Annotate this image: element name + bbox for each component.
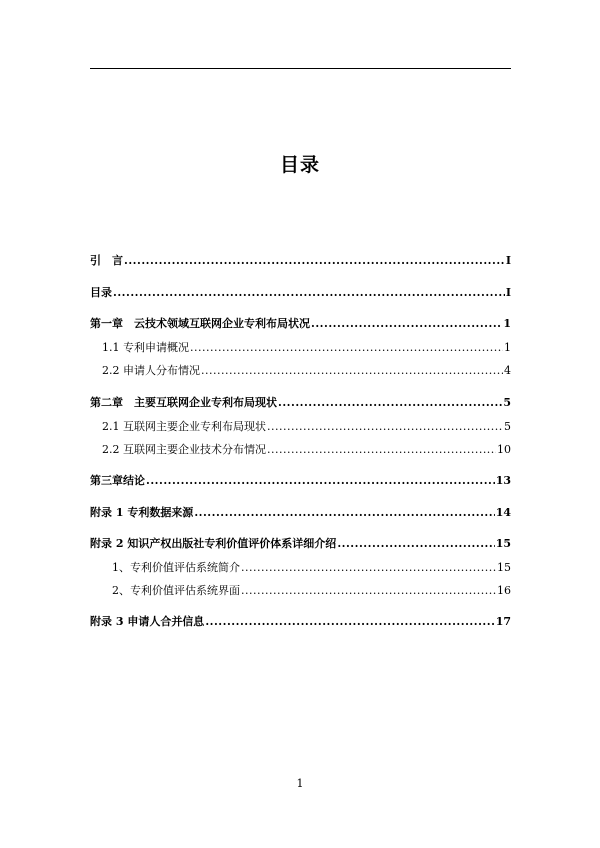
header-rule [90,68,511,69]
toc-entry-section-1-1[interactable] [102,341,511,355]
toc-title: 目录 [279,154,320,176]
toc-entry-page: I [505,254,511,267]
dot-leader [201,364,503,378]
toc-entry-page: 5 [503,396,511,409]
toc-entry-section-2-2-applicants[interactable] [102,364,511,378]
toc-entry-page: I [505,286,511,299]
toc-entry-chapter-2[interactable] [90,396,511,410]
toc-entry-page: 15 [495,537,511,550]
dot-leader [241,584,496,598]
toc-entry-label: 1、专利价值评估系统简介 [112,561,240,574]
dot-leader [146,474,495,488]
toc-entry-label: 附录 2 知识产权出版社专利价值评价体系详细介绍 [90,537,337,550]
page-number: 1 [296,777,304,790]
toc-entry-chapter-1[interactable] [90,317,511,331]
dot-leader [241,561,496,575]
toc-entry-page: 17 [495,615,511,628]
toc-entry-label: 第二章 主要互联网企业专利布局现状 [90,396,277,409]
toc-entry-label: 附录 1 专利数据来源 [90,506,194,519]
toc-entry-label: 第一章 云技术领域互联网企业专利布局状况 [90,317,310,330]
toc-entry-label: 引 言 [90,254,123,267]
toc-entry-section-2-1[interactable] [102,420,511,434]
toc-entry-label: 2.2 申请人分布情况 [102,364,200,377]
toc-entry-section-2-2[interactable] [102,443,511,457]
dot-leader [267,443,496,457]
toc-entry-contents[interactable] [90,286,511,300]
toc-entry-label: 2.1 互联网主要企业专利布局现状 [102,420,266,433]
toc-entry-label: 2.2 互联网主要企业技术分布情况 [102,443,266,456]
toc-entry-page: 4 [504,364,511,377]
toc-entry-appendix-2[interactable] [90,537,511,551]
toc-entry-appendix-2-item-1[interactable] [112,561,511,575]
dot-leader [278,396,502,410]
dot-leader [190,341,503,355]
toc-entry-page: 14 [495,506,511,519]
dot-leader [113,286,505,300]
dot-leader [267,420,503,434]
toc-entry-page: 13 [495,474,511,487]
toc-entry-appendix-1[interactable] [90,506,511,520]
toc-entry-page: 15 [497,561,511,574]
toc-entry-label: 附录 3 申请人合并信息 [90,615,205,628]
dot-leader [337,537,494,551]
toc-entry-chapter-3[interactable] [90,474,511,488]
dot-leader [205,615,494,629]
toc-entry-intro[interactable] [90,254,511,268]
toc-entry-label: 1.1 专利申请概况 [102,341,189,354]
toc-entry-page: 10 [497,443,511,456]
toc-entry-page: 5 [504,420,511,433]
toc-entry-appendix-2-item-2[interactable] [112,584,511,598]
dot-leader [194,506,494,520]
dot-leader [124,254,505,268]
toc-entry-page: 16 [497,584,511,597]
toc-entry-label: 2、专利价值评估系统界面 [112,584,240,597]
toc-entry-label: 第三章结论 [90,474,145,487]
toc-entry-page: 1 [504,341,511,354]
toc-entry-label: 目录 [90,286,112,299]
toc-entry-page: 1 [503,317,511,330]
dot-leader [311,317,502,331]
toc-entry-appendix-3[interactable] [90,615,511,629]
